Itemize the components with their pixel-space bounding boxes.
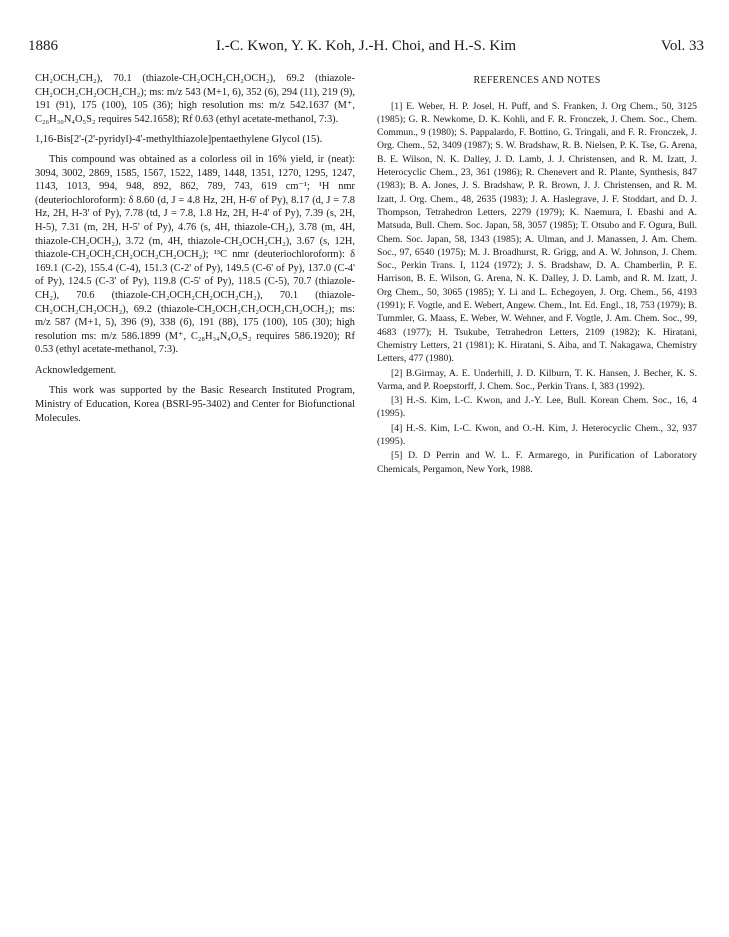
- experimental-continuation-text: CH₂OCH₂CH₂), 70.1 (thiazole-CH₂OCH₂CH₂OCH₂), 69.2 (thiazole-CH₂OCH₂CH₂OCH₂CH₂); ms: m/z 543 (M+1, 6), 352 (6), 294 (11), 219 (9), 191 (91), 175 (100), 105 (36); high resolution ms: m/z 542.1637 (M⁺, C₂₆H₃₀N₄O₅S₂ requires 542.1658); Rf 0.63 (ethyl acetate-methanol, 7:3).: [35, 73, 355, 125]
- reference-item: [2] B.Girmay, A. E. Underhill, J. D. Kilburn, T. K. Hansen, J. Becher, K. S. Varma, and P. Roepstorff, J. Chem. Soc., Perkin Trans. I, 383 (1992).: [377, 367, 697, 392]
- references-heading: REFERENCES AND NOTES: [473, 75, 601, 86]
- compound-15-title: 1,16-Bis[2'-(2'-pyridyl)-4'-methylthiazole]pentaethylene Glycol (15).: [35, 134, 323, 146]
- reference-item: [3] H.-S. Kim, I.-C. Kwon, and J.-Y. Lee, Bull. Korean Chem. Soc., 16, 4 (1995).: [377, 395, 697, 420]
- page-header: [28, 38, 704, 60]
- reference-item: [4] H.-S. Kim, I.-C. Kwon, and O.-H. Kim, J. Heterocyclic Chem., 32, 937 (1995).: [377, 422, 697, 448]
- reference-item: [5] D. D Perrin and W. L. F. Armarego, in Purification of Laboratory Chemicals, Pergamon, New York, 1988.: [377, 450, 697, 475]
- left-column: [35, 72, 355, 425]
- page-number: 1886: [28, 38, 58, 54]
- reference-item: [1] E. Weber, H. P. Josel, H. Puff, and S. Franken, J. Org Chem., 50, 3125 (1985); G. R. Newkome, D. K. Kohli, and F. R. Fronczek, J. Chem. Soc., Chem. Commun., 9 (1980); S. Pappalardo, F. Bottino, G. Tringali, and F. R. Fronczek, J. Org. Chem., 52, 3409 (1987); S. W. Bradshaw, R. B. Nielsen, P. K. Tse, G. Arena, B. E. Wilson, N. K. Dalley, J. D. Lamb, J. J. Christensen, and R. M. Izatt, J. Heterocyclic Chem., 23, 361 (1986); R. Chenevert and R. Plante, Synthesis, 847 (1983); B. A. Jones, J. S. Bradshaw, P. R. Brown, J. J. Christensen, and R. M. Izatt, J. Org. Chem., 48, 2635 (1983); J. A. Haslegrave, J. F. Stoddart, and D. J. Thompson, Tetrahedron Letters, 2279 (1979); K. Naemura, I. Ebashi and A. Matsuda, Bull. Chem. Soc. Japan, 58, 3057 (1985); T. Otsubo and F. Ogura, Bull. Chem. Soc. Japan, 58, 1343 (1985); A. Ulman, and J. Manassen, J. Am. Chem. Soc., 97, 6540 (1975); M. J. Broadhurst, R. Grigg, and A. W. Johnson, J. Chem. Soc., Perkin Trans. I, 1124 (1972); J. S. Bradshaw, D. A. Chamberlin, P. E. Harrison, B. E. Wilson, G. Arena, N. K. Dalley, J. D. Lamb, and R. M. Izatt, J. Org Chem., 50, 3065 (1985); Y. Li and L. Echegoyen, J. Org. Chem., 56, 4193 (1991); F. Vogtle, and E. Webert, Angew. Chem., Int. Ed. Engl., 18, 753 (1979); B. Tummler, G. Maass, E. Weber, W. Wehner, and F. Vogtle, J. Am. Chem. Soc., 99, 4683 (1977); H. Tsukube, Tetrahedron Letters, 2109 (1982); K. Hiratani, Chemistry Letters, 21 (1981); K. Hiratani, S. Aiba, and T. Nakagawa, Chemistry Letters, 477 (1980).: [377, 100, 697, 365]
- acknowledgement-text: This work was supported by the Basic Research Instituted Program, Ministry of Education, Korea (BSRI-95-3402) and Center for Biofunctional Molecules.: [35, 385, 355, 424]
- acknowledgement-heading: Acknowledgement.: [35, 364, 117, 376]
- volume-label: Vol. 33: [660, 38, 704, 54]
- compound-15-description: This compound was obtained as a colorless oil in 16% yield, ir (neat): 3094, 3002, 2869, 1585, 1567, 1522, 1489, 1448, 1351, 1270, 1295, 1247, 1143, 1013, 994, 948, 892, 862, 789, 743, 619 cm⁻¹; ¹H nmr (deuteriochloroform): δ 8.60 (d, J = 4.8 Hz, 2H, H-6' of Py), 8.17 (d, J = 7.8 Hz, 2H, H-3' of Py), 7.78 (td, J = 7.8, 1.8 Hz, 2H, H-4' of Py), 7.39 (s, 2H, H-5), 7.31 (m, 2H, H-5' of Py), 4.76 (s, 4H, thiazole-CH₂), 3.78 (m, 4H, thiazole-CH₂OCH₂), 3.72 (m, 4H, thiazole-CH₂OCH₂CH₂), 3.67 (s, 12H, thiazole-CH₂OCH₂CH₂OCH₂CH₂OCH₂); ¹³C nmr (deuteriochloroform): δ 169.1 (C-2), 155.4 (C-4), 151.3 (C-2' of Py), 149.5 (C-6' of Py), 137.0 (C-4' of Py), 124.5 (C-3' of Py), 119.8 (C-5' of Py), 118.5 (C-5), 70.7 (thiazole-CH₂), 70.6 (thiazole-CH₂OCH₂CH₂OCH₂CH₂), 70.1 (thiazole-CH₂OCH₂CH₂OCH₂), 69.2 (thiazole-CH₂OCH₂CH₂OCH₂CH₂OCH₂); ms: m/z 587 (M+1, 5), 396 (9), 338 (6), 191 (88), 175 (100), 105 (30); high resolution ms: m/z 586.1899 (M⁺, C₂₈H₃₄N₄O₆S₂ requires 586.1920); Rf 0.53 (ethyl acetate-methanol, 7:3).: [35, 153, 355, 356]
- right-column: [377, 72, 697, 477]
- running-head-authors: I.-C. Kwon, Y. K. Koh, J.-H. Choi, and H.-S. Kim: [216, 38, 516, 54]
